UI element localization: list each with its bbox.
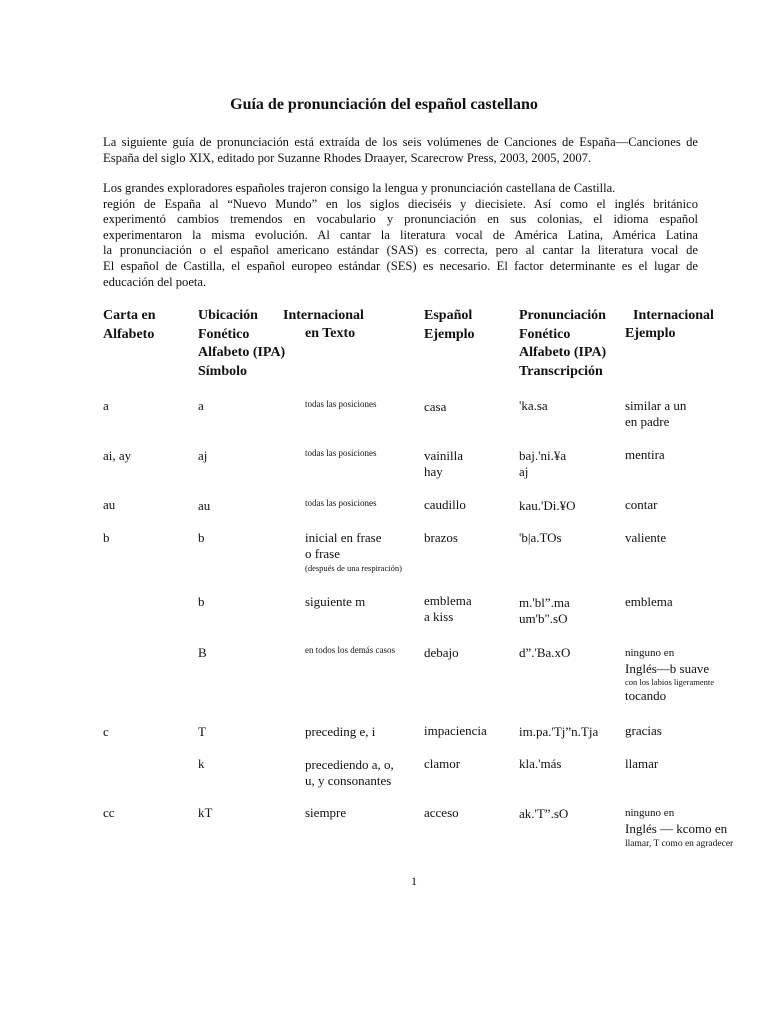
- body-line: la pronunciación o el español americano estándar (SAS) es correcta, pero al cantar la literatura vocal de: [103, 243, 698, 258]
- intro-paragraph: [103, 135, 698, 166]
- cell-english: gracias: [625, 723, 662, 738]
- body-line: región de España al “Nuevo Mundo” en los siglos dieciséis y diecisiete. Así como el inglés británico: [103, 196, 698, 211]
- header-example: Español Ejemplo: [424, 308, 475, 342]
- cell-position: siempre: [305, 805, 347, 820]
- intro-line: España del siglo XIX, editado por Suzanne Rhodes Draayer, Scarecrow Press, 2003, 2005, 2007.: [103, 150, 592, 165]
- cell-example: emblema a kiss: [424, 593, 472, 624]
- cell-transcription: d”.'Ba.xO: [519, 645, 571, 660]
- cell-position: preceding e, i: [305, 724, 376, 739]
- cell-position: precediendo a, o, u, y consonantes: [305, 757, 394, 788]
- body-line: El español de Castilla, el español europeo estándar (SES) es necesario. El factor determinante es el lugar de: [103, 258, 698, 273]
- cell-letter: c: [103, 724, 109, 739]
- cell-example: debajo: [424, 645, 459, 660]
- cell-example: vainilla hay: [424, 448, 463, 479]
- cell-position: todas las posiciones: [305, 498, 377, 508]
- cell-ipa: a: [198, 398, 204, 413]
- cell-example: impaciencia: [424, 723, 487, 738]
- header-international-2: Internacional: [633, 308, 714, 323]
- cell-transcription: 'b|a.TOs: [519, 530, 562, 545]
- cell-english: similar a un en padre: [625, 398, 687, 429]
- body-paragraph: [103, 181, 698, 290]
- document-title: Guía de pronunciación del español castellano: [230, 96, 538, 113]
- cell-ipa: k: [198, 756, 205, 771]
- body-line: experimentó cambios tremendos en vocabulario y pronunciación en sus colonias, el idioma español: [103, 212, 698, 227]
- cell-letter: cc: [103, 805, 115, 820]
- header-in-text: en Texto: [305, 326, 356, 341]
- cell-letter: ai, ay: [103, 448, 132, 463]
- cell-example: clamor: [424, 756, 461, 771]
- cell-letter: au: [103, 497, 116, 512]
- header-international: Internacional: [283, 308, 364, 323]
- cell-english: llamar: [625, 756, 659, 771]
- cell-letter: b: [103, 530, 110, 545]
- cell-example: caudillo: [424, 497, 466, 512]
- cell-ipa: aj: [198, 448, 208, 463]
- cell-transcription: ak.'T”.sO: [519, 806, 569, 821]
- cell-english: ninguno en Inglés—b suave con los labios ligeramente tocando: [625, 647, 714, 703]
- cell-english: emblema: [625, 594, 673, 609]
- cell-transcription: m.'bl”.ma um'b".sO: [519, 595, 570, 626]
- cell-transcription: baj.'ni.¥a aj: [519, 448, 567, 479]
- cell-english: ninguno en Inglés — kcomo en llamar, T como en agradecer: [625, 807, 734, 849]
- cell-ipa: T: [198, 724, 206, 739]
- cell-ipa: B: [198, 645, 207, 660]
- intro-line: La siguiente guía de pronunciación está extraída de los seis volúmenes de Canciones de España—Canciones de: [103, 135, 698, 149]
- cell-transcription: kau.'Di.¥O: [519, 498, 576, 513]
- cell-example: brazos: [424, 530, 458, 545]
- header-pronunciation: Pronunciación Fonético Alfabeto (IPA) Transcripción: [519, 308, 607, 379]
- body-line: Los grandes exploradores españoles trajeron consigo la lengua y pronunciación castellana de Castilla.: [103, 181, 616, 195]
- cell-ipa: au: [198, 498, 211, 513]
- cell-example: acceso: [424, 805, 459, 820]
- cell-ipa: b: [198, 594, 205, 609]
- cell-position: todas las posiciones: [305, 448, 377, 458]
- body-line: educación del poeta.: [103, 274, 207, 289]
- header-letter: Carta en Alfabeto: [103, 308, 156, 342]
- cell-position: siguiente m: [305, 594, 366, 609]
- cell-position: inicial en frase o frase (después de una respiración): [305, 530, 403, 573]
- cell-transcription: im.pa.'Tj”n.Tja: [519, 724, 599, 739]
- cell-example: casa: [424, 399, 447, 414]
- cell-ipa: b: [198, 530, 205, 545]
- cell-transcription: kla.'más: [519, 756, 562, 771]
- header-ipa: Ubicación Fonético Alfabeto (IPA) Símbolo: [198, 308, 286, 379]
- cell-english: valiente: [625, 530, 667, 545]
- cell-position: todas las posiciones: [305, 399, 377, 409]
- body-line: experimentaron la misma evolución. Al cantar la literatura vocal de América Latina, América Latina: [103, 227, 698, 242]
- cell-position: en todos los demás casos: [305, 645, 395, 655]
- page-number: 1: [411, 874, 417, 888]
- cell-letter: a: [103, 398, 109, 413]
- cell-english: contar: [625, 497, 658, 512]
- cell-transcription: 'ka.sa: [519, 398, 548, 413]
- cell-english: mentira: [625, 447, 665, 462]
- cell-ipa: kT: [198, 805, 213, 820]
- header-example-2: Ejemplo: [625, 326, 676, 341]
